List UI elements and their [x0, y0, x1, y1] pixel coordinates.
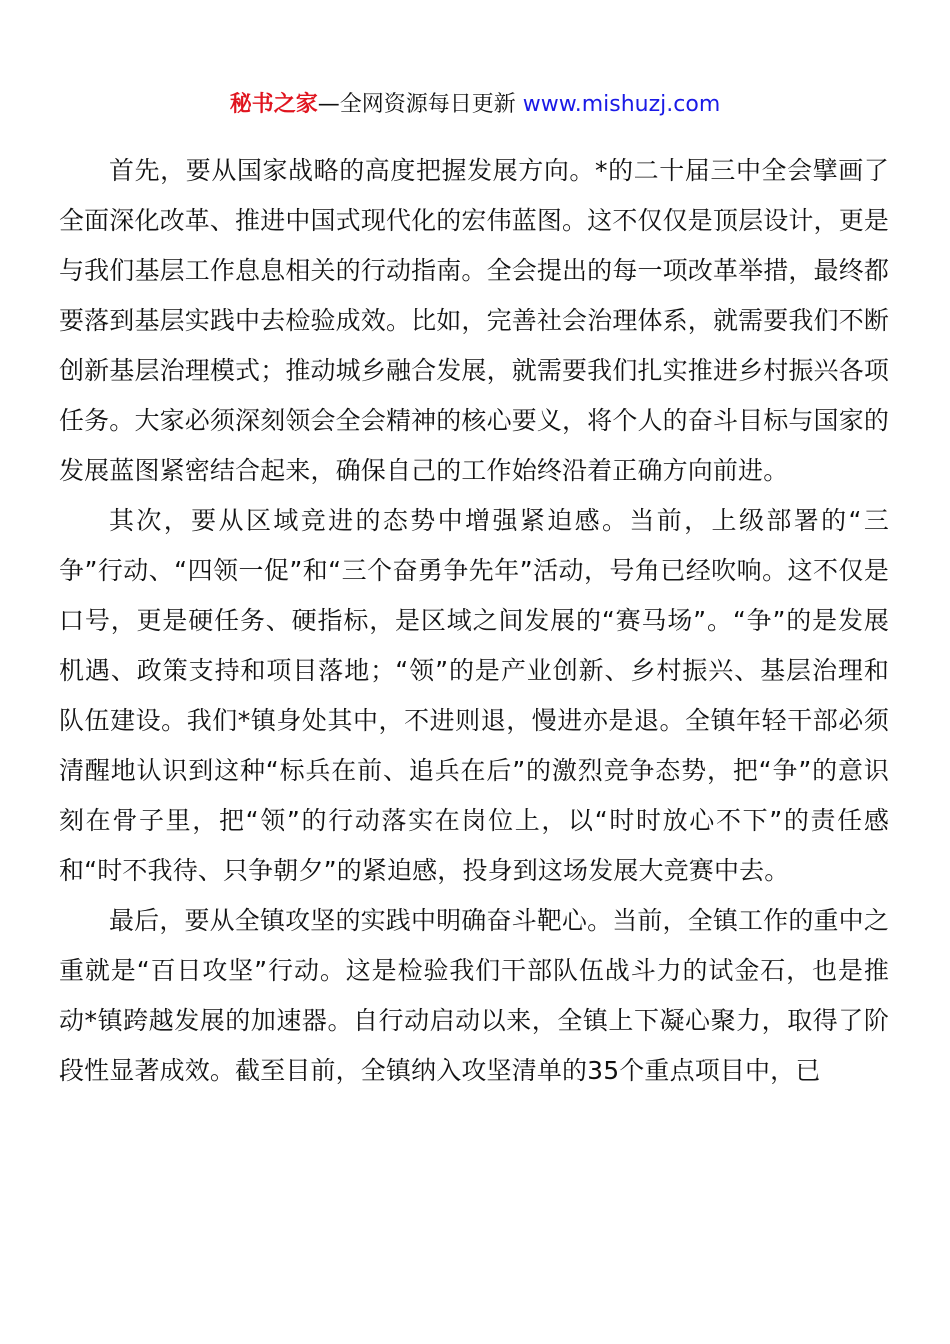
site-url-link[interactable]: www.mishuzj.com [515, 92, 721, 117]
document-body [59, 146, 889, 1096]
brand-name: 秘书之家 [229, 92, 318, 117]
paragraph-strategy: 首先，要从国家战略的高度把握发展方向。*的二十届三中全会擘画了全面深化改革、推进中国式现代化的宏伟蓝图。这不仅仅是顶层设计，更是与我们基层工作息息相关的行动指南。全会提出的每一项改革举措，最终都要落到基层实践中去检验成效。比如，完善社会治理体系，就需要我们不断创新基层治理模式；推动城乡融合发展，就需要我们扎实推进乡村振兴各项任务。大家必须深刻领会全会精神的核心要义，将个人的奋斗目标与国家的发展蓝图紧密结合起来，确保自己的工作始终沿着正确方向前进。 [59, 156, 889, 485]
paragraph-urgency: 其次，要从区域竞进的态势中增强紧迫感。当前，上级部署的“三争”行动、“四领一促”和“三个奋勇争先年”活动，号角已经吹响。这不仅是口号，更是硬任务、硬指标，是区域之间发展的“赛马场”。“争”的是发展机遇、政策支持和项目落地；“领”的是产业创新、乡村振兴、基层治理和队伍建设。我们*镇身处其中，不进则退，慢进亦是退。全镇年轻干部必须清醒地认识到这种“标兵在前、追兵在后”的激烈竞争态势，把“争”的意识刻在骨子里，把“领”的行动落实在岗位上，以“时时放心不下”的责任感和“时不我待、只争朝夕”的紧迫感，投身到这场发展大竞赛中去。 [59, 506, 889, 885]
page-header [0, 90, 950, 120]
paragraph-target: 最后，要从全镇攻坚的实践中明确奋斗靶心。当前，全镇工作的重中之重就是“百日攻坚”行动。这是检验我们干部队伍战斗力的试金石，也是推动*镇跨越发展的加速器。自行动启动以来，全镇上下凝心聚力，取得了阶段性显著成效。截至目前，全镇纳入攻坚清单的35个重点项目中，已 [59, 906, 889, 1085]
header-tagline: —全网资源每日更新 [317, 92, 516, 117]
